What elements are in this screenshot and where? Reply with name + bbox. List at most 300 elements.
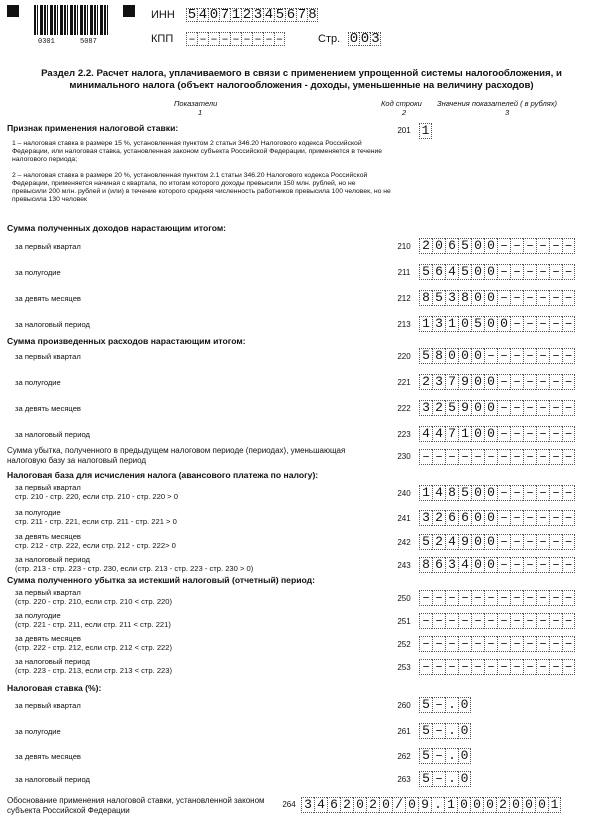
digit-cell: 0 bbox=[405, 797, 418, 813]
digit-cell: – bbox=[536, 400, 549, 416]
digit-cell: . bbox=[431, 797, 444, 813]
digit-cell: 1 bbox=[548, 797, 561, 813]
digit-cell: 0 bbox=[471, 290, 484, 306]
line-code: 242 bbox=[397, 538, 411, 547]
column-number-2: 2 bbox=[402, 108, 407, 117]
digit-cell: – bbox=[536, 613, 549, 629]
digit-cell: – bbox=[536, 264, 549, 280]
line-code: 210 bbox=[397, 242, 411, 251]
row-formula: стр. 212 - стр. 222, если стр. 212 - стр. 222> 0 bbox=[15, 541, 176, 550]
row-label-text: за девять месяцев bbox=[15, 294, 81, 303]
digit-cell: – bbox=[497, 290, 510, 306]
tax-rate-sign-label: Признак применения налоговой ставки: bbox=[7, 123, 179, 133]
row-label-text: за первый квартал bbox=[15, 483, 81, 492]
digit-cell: 3 bbox=[432, 316, 445, 332]
digit-cell: – bbox=[497, 659, 510, 675]
page-header bbox=[0, 0, 601, 62]
digit-cell: – bbox=[458, 590, 471, 606]
digit-cell: 8 bbox=[419, 557, 432, 573]
digit-cell: – bbox=[523, 348, 536, 364]
row-label bbox=[15, 483, 178, 501]
line-code: 223 bbox=[397, 430, 411, 439]
row-label-text: за первый квартал bbox=[15, 242, 81, 251]
digit-cell: – bbox=[432, 613, 445, 629]
digit-cell: – bbox=[471, 449, 484, 465]
line-code: 263 bbox=[397, 775, 411, 784]
digit-cell: – bbox=[562, 374, 575, 390]
digit-cell: 5 bbox=[445, 400, 458, 416]
digit-cell: 0 bbox=[209, 7, 219, 23]
digit-cell: 9 bbox=[458, 400, 471, 416]
digit-cell: 0 bbox=[484, 510, 497, 526]
value-field[interactable] bbox=[419, 557, 575, 573]
digit-cell: – bbox=[523, 510, 536, 526]
row-label bbox=[15, 555, 253, 573]
digit-cell: – bbox=[510, 374, 523, 390]
digit-cell: 1 bbox=[419, 485, 432, 501]
digit-cell: 9 bbox=[458, 374, 471, 390]
value-field[interactable] bbox=[419, 659, 575, 675]
digit-cell: 1 bbox=[444, 797, 457, 813]
digit-cell: 3 bbox=[445, 557, 458, 573]
value-field[interactable] bbox=[419, 426, 575, 442]
line-code: 264 bbox=[282, 800, 296, 809]
digit-cell: 1 bbox=[419, 316, 432, 332]
prior-loss-field[interactable] bbox=[419, 449, 575, 465]
digit-cell: – bbox=[510, 449, 523, 465]
row-label bbox=[15, 508, 177, 526]
row-label-text: за полугодие bbox=[15, 727, 61, 736]
row-label-text: за полугодие bbox=[15, 268, 61, 277]
digit-cell: – bbox=[497, 374, 510, 390]
digit-cell: – bbox=[432, 697, 445, 713]
digit-cell: – bbox=[510, 426, 523, 442]
line-code: 201 bbox=[397, 126, 411, 135]
digit-cell: 5 bbox=[419, 534, 432, 550]
barcode bbox=[34, 5, 108, 35]
line-code: 253 bbox=[397, 663, 411, 672]
digit-cell: – bbox=[562, 534, 575, 550]
digit-cell: . bbox=[445, 723, 458, 739]
digit-cell: 1 bbox=[419, 123, 432, 139]
row-label-text: за первый квартал bbox=[15, 588, 81, 597]
justification-field[interactable] bbox=[301, 797, 561, 813]
row-label bbox=[15, 404, 81, 413]
digit-cell: – bbox=[562, 485, 575, 501]
inn-field[interactable] bbox=[186, 8, 318, 22]
digit-cell: – bbox=[562, 557, 575, 573]
digit-cell: – bbox=[562, 636, 575, 652]
digit-cell: 4 bbox=[432, 485, 445, 501]
digit-cell: 5 bbox=[419, 697, 432, 713]
digit-cell: 2 bbox=[432, 510, 445, 526]
digit-cell: – bbox=[510, 659, 523, 675]
digit-cell: – bbox=[497, 590, 510, 606]
digit-cell: . bbox=[445, 697, 458, 713]
digit-cell: 8 bbox=[432, 348, 445, 364]
digit-cell: – bbox=[536, 426, 549, 442]
line-code: 241 bbox=[397, 514, 411, 523]
digit-cell: 8 bbox=[458, 290, 471, 306]
digit-cell: – bbox=[549, 557, 562, 573]
digit-cell: 1 bbox=[445, 316, 458, 332]
digit-cell: – bbox=[484, 636, 497, 652]
digit-cell: 2 bbox=[496, 797, 509, 813]
row-formula: (стр. 223 - стр. 213, если стр. 213 < стр. 223) bbox=[15, 666, 173, 675]
digit-cell: – bbox=[562, 400, 575, 416]
digit-cell: – bbox=[549, 636, 562, 652]
digit-cell: 4 bbox=[198, 7, 208, 23]
digit-cell: – bbox=[484, 613, 497, 629]
digit-cell: – bbox=[523, 400, 536, 416]
value-field[interactable] bbox=[419, 748, 471, 764]
digit-cell: – bbox=[445, 613, 458, 629]
digit-cell: 5 bbox=[187, 7, 197, 23]
digit-cell: 5 bbox=[419, 264, 432, 280]
row-label-text: за налоговый период bbox=[15, 320, 90, 329]
digit-cell: 0 bbox=[360, 31, 370, 47]
row-label-text: за первый квартал bbox=[15, 701, 81, 710]
digit-cell: – bbox=[562, 613, 575, 629]
digit-cell: – bbox=[536, 590, 549, 606]
value-field[interactable] bbox=[419, 771, 471, 787]
digit-cell: – bbox=[497, 485, 510, 501]
value-field[interactable] bbox=[419, 485, 575, 501]
value-field[interactable] bbox=[419, 348, 575, 364]
column-number-1: 1 bbox=[198, 108, 203, 117]
digit-cell: – bbox=[549, 374, 562, 390]
digit-cell: 7 bbox=[445, 374, 458, 390]
corner-marker-left bbox=[7, 5, 19, 17]
digit-cell: 4 bbox=[314, 797, 327, 813]
digit-cell: 0 bbox=[497, 316, 510, 332]
digit-cell: 0 bbox=[458, 697, 471, 713]
value-field[interactable] bbox=[419, 400, 575, 416]
column-number-3: 3 bbox=[505, 108, 510, 117]
digit-cell: – bbox=[510, 590, 523, 606]
value-field[interactable] bbox=[419, 290, 575, 306]
line-code: 220 bbox=[397, 352, 411, 361]
value-field[interactable] bbox=[419, 636, 575, 652]
digit-cell: – bbox=[536, 636, 549, 652]
line-code: 243 bbox=[397, 561, 411, 570]
digit-cell: 0 bbox=[458, 771, 471, 787]
digit-cell: – bbox=[275, 32, 284, 46]
digit-cell: – bbox=[510, 534, 523, 550]
digit-cell: 1 bbox=[458, 426, 471, 442]
digit-cell: – bbox=[445, 449, 458, 465]
digit-cell: – bbox=[510, 348, 523, 364]
digit-cell: – bbox=[562, 426, 575, 442]
digit-cell: – bbox=[432, 636, 445, 652]
inn-label: ИНН bbox=[151, 9, 175, 21]
digit-cell: 0 bbox=[484, 400, 497, 416]
digit-cell: – bbox=[536, 534, 549, 550]
digit-cell: 0 bbox=[484, 557, 497, 573]
digit-cell: – bbox=[497, 534, 510, 550]
digit-cell: – bbox=[484, 659, 497, 675]
row-label bbox=[15, 727, 61, 736]
digit-cell: – bbox=[549, 510, 562, 526]
digit-cell: – bbox=[536, 238, 549, 254]
row-formula: (стр. 213 - стр. 223 - стр. 230, если стр. 213 - стр. 223 - стр. 230 > 0) bbox=[15, 564, 254, 573]
prior-loss-label: Сумма убытка, полученного в предыдущем налоговом периоде (периодах), уменьшающая налоговую базу за налоговый период bbox=[7, 446, 346, 465]
row-label-text: за первый квартал bbox=[15, 352, 81, 361]
digit-cell: 7 bbox=[220, 7, 230, 23]
digit-cell: 3 bbox=[432, 374, 445, 390]
digit-cell: 3 bbox=[371, 31, 380, 47]
rate-section-label: Налоговая ставка (%): bbox=[7, 683, 102, 693]
digit-cell: 6 bbox=[445, 238, 458, 254]
digit-cell: – bbox=[230, 32, 241, 46]
digit-cell: – bbox=[549, 238, 562, 254]
digit-cell: 0 bbox=[484, 290, 497, 306]
digit-cell: – bbox=[497, 264, 510, 280]
digit-cell: 2 bbox=[340, 797, 353, 813]
line-code: 260 bbox=[397, 701, 411, 710]
value-field[interactable] bbox=[419, 264, 575, 280]
row-label-text: за девять месяцев bbox=[15, 532, 81, 541]
digit-cell: 0 bbox=[509, 797, 522, 813]
digit-cell: – bbox=[510, 613, 523, 629]
digit-cell: – bbox=[445, 590, 458, 606]
row-label bbox=[15, 294, 81, 303]
digit-cell: – bbox=[471, 659, 484, 675]
digit-cell: – bbox=[445, 636, 458, 652]
digit-cell: 5 bbox=[419, 723, 432, 739]
digit-cell: 0 bbox=[353, 797, 366, 813]
expenses-section-label: Сумма произведенных расходов нарастающим итогом: bbox=[7, 336, 246, 346]
digit-cell: 0 bbox=[349, 31, 359, 47]
row-label bbox=[15, 352, 81, 361]
row-label-text: за девять месяцев bbox=[15, 634, 81, 643]
digit-cell: / bbox=[392, 797, 405, 813]
digit-cell: 0 bbox=[458, 723, 471, 739]
digit-cell: 7 bbox=[297, 7, 307, 23]
tax-base-section-label: Налоговая база для исчисления налога (авансового платежа по налогу): bbox=[7, 470, 319, 480]
digit-cell: – bbox=[458, 659, 471, 675]
digit-cell: 2 bbox=[432, 400, 445, 416]
value-field[interactable] bbox=[419, 590, 575, 606]
digit-cell: 5 bbox=[458, 264, 471, 280]
row-label-text: за налоговый период bbox=[15, 430, 90, 439]
digit-cell: – bbox=[510, 316, 523, 332]
row-label bbox=[15, 701, 81, 710]
digit-cell: – bbox=[432, 590, 445, 606]
digit-cell: – bbox=[484, 449, 497, 465]
digit-cell: – bbox=[471, 590, 484, 606]
digit-cell: 4 bbox=[264, 7, 274, 23]
digit-cell: 0 bbox=[484, 534, 497, 550]
line-code: 240 bbox=[397, 489, 411, 498]
corner-marker-right bbox=[123, 5, 135, 17]
tax-rate-note-1: 1 – налоговая ставка в размере 15 %, установленная пунктом 2 статьи 346.20 Налогового кодекса Российской Федерации, или налоговая ставка, установленная законом субъекта Российской Федерации, применяется в течение налогового периода; bbox=[12, 140, 383, 163]
digit-cell: – bbox=[497, 510, 510, 526]
value-field[interactable] bbox=[419, 613, 575, 629]
digit-cell: – bbox=[523, 534, 536, 550]
loss-section-label: Сумма полученного убытка за истекший налоговый (отчетный) период: bbox=[7, 575, 315, 585]
digit-cell: – bbox=[549, 485, 562, 501]
page-number-label: Стр. bbox=[318, 33, 341, 45]
digit-cell: – bbox=[497, 426, 510, 442]
digit-cell: – bbox=[471, 613, 484, 629]
value-field[interactable] bbox=[419, 510, 575, 526]
digit-cell: – bbox=[510, 636, 523, 652]
row-label bbox=[15, 611, 171, 629]
digit-cell: – bbox=[419, 590, 432, 606]
digit-cell: 9 bbox=[418, 797, 431, 813]
row-formula: стр. 210 - стр. 220, если стр. 210 - стр. 220 > 0 bbox=[15, 492, 178, 501]
digit-cell: – bbox=[484, 590, 497, 606]
value-field[interactable] bbox=[419, 723, 471, 739]
value-field[interactable] bbox=[419, 316, 575, 332]
digit-cell: – bbox=[549, 534, 562, 550]
row-label bbox=[15, 752, 81, 761]
digit-cell: 6 bbox=[432, 557, 445, 573]
column-header-values: Значения показателей ( в рублях) bbox=[437, 99, 558, 108]
digit-cell: 0 bbox=[484, 426, 497, 442]
row-label bbox=[15, 242, 81, 251]
row-formula: (стр. 220 - стр. 210, если стр. 210 < стр. 220) bbox=[15, 597, 173, 606]
digit-cell: – bbox=[523, 449, 536, 465]
digit-cell: – bbox=[510, 510, 523, 526]
digit-cell: – bbox=[484, 348, 497, 364]
digit-cell: – bbox=[562, 316, 575, 332]
digit-cell: – bbox=[208, 32, 219, 46]
digit-cell: 6 bbox=[458, 510, 471, 526]
digit-cell: – bbox=[458, 613, 471, 629]
tax-rate-sign-field[interactable] bbox=[419, 123, 432, 137]
digit-cell: 0 bbox=[458, 348, 471, 364]
digit-cell: – bbox=[432, 748, 445, 764]
digit-cell: 2 bbox=[366, 797, 379, 813]
digit-cell: 3 bbox=[301, 797, 314, 813]
digit-cell: – bbox=[458, 449, 471, 465]
digit-cell: – bbox=[523, 238, 536, 254]
digit-cell: – bbox=[432, 771, 445, 787]
income-section-label: Сумма полученных доходов нарастающим итогом: bbox=[7, 223, 227, 233]
digit-cell: – bbox=[497, 348, 510, 364]
value-field[interactable] bbox=[419, 238, 575, 254]
digit-cell: 5 bbox=[419, 348, 432, 364]
digit-cell: 0 bbox=[471, 264, 484, 280]
digit-cell: – bbox=[523, 264, 536, 280]
line-code: 262 bbox=[397, 752, 411, 761]
row-formula: (стр. 221 - стр. 211, если стр. 211 < стр. 221) bbox=[15, 620, 171, 629]
digit-cell: 6 bbox=[327, 797, 340, 813]
digit-cell: – bbox=[536, 510, 549, 526]
digit-cell: – bbox=[549, 400, 562, 416]
digit-cell: 0 bbox=[471, 557, 484, 573]
digit-cell: 6 bbox=[445, 510, 458, 526]
digit-cell: 8 bbox=[419, 290, 432, 306]
line-code: 221 bbox=[397, 378, 411, 387]
digit-cell: 5 bbox=[432, 290, 445, 306]
digit-cell: 3 bbox=[419, 510, 432, 526]
value-field[interactable] bbox=[419, 697, 471, 713]
line-code: 250 bbox=[397, 594, 411, 603]
digit-cell: – bbox=[497, 636, 510, 652]
digit-cell: 5 bbox=[419, 771, 432, 787]
value-field[interactable] bbox=[419, 534, 575, 550]
digit-cell: – bbox=[562, 348, 575, 364]
digit-cell: 0 bbox=[471, 400, 484, 416]
digit-cell: – bbox=[497, 238, 510, 254]
section-title: Раздел 2.2. Расчет налога, уплачиваемого в связи с применением упрощенной системы налогообложения, и минимального налога (объект налогообложения - доходы, уменьшенные на величину расходов) bbox=[41, 68, 562, 91]
digit-cell: – bbox=[549, 264, 562, 280]
digit-cell: – bbox=[562, 449, 575, 465]
digit-cell: – bbox=[197, 32, 208, 46]
digit-cell: – bbox=[458, 636, 471, 652]
page-number-field[interactable] bbox=[348, 32, 381, 46]
digit-cell: – bbox=[562, 590, 575, 606]
digit-cell: 0 bbox=[484, 316, 497, 332]
digit-cell: 0 bbox=[484, 374, 497, 390]
digit-cell: – bbox=[536, 659, 549, 675]
digit-cell: – bbox=[445, 659, 458, 675]
row-label bbox=[15, 430, 90, 439]
digit-cell: – bbox=[536, 316, 549, 332]
digit-cell: 4 bbox=[445, 264, 458, 280]
digit-cell: 2 bbox=[432, 534, 445, 550]
kpp-field[interactable] bbox=[186, 32, 285, 46]
digit-cell: 8 bbox=[445, 485, 458, 501]
digit-cell: – bbox=[432, 449, 445, 465]
row-label bbox=[15, 320, 90, 329]
digit-cell: 0 bbox=[522, 797, 535, 813]
row-formula: (стр. 222 - стр. 212, если стр. 212 < стр. 222) bbox=[15, 643, 173, 652]
digit-cell: – bbox=[523, 374, 536, 390]
digit-cell: – bbox=[419, 449, 432, 465]
digit-cell: 5 bbox=[275, 7, 285, 23]
digit-cell: – bbox=[241, 32, 252, 46]
digit-cell: – bbox=[419, 636, 432, 652]
digit-cell: 4 bbox=[458, 557, 471, 573]
digit-cell: 4 bbox=[445, 534, 458, 550]
row-label-text: за налоговый период bbox=[15, 657, 90, 666]
digit-cell: – bbox=[549, 348, 562, 364]
line-code: 230 bbox=[397, 452, 411, 461]
barcode-number-left: 0301 bbox=[38, 38, 55, 46]
digit-cell: – bbox=[562, 238, 575, 254]
digit-cell: 0 bbox=[457, 797, 470, 813]
digit-cell: 0 bbox=[445, 348, 458, 364]
digit-cell: – bbox=[252, 32, 263, 46]
kpp-label: КПП bbox=[151, 33, 174, 45]
barcode-number-right: 5087 bbox=[80, 38, 97, 46]
digit-cell: 0 bbox=[432, 238, 445, 254]
column-header-indicators: Показатели bbox=[174, 99, 218, 108]
digit-cell: – bbox=[510, 485, 523, 501]
digit-cell: – bbox=[497, 613, 510, 629]
digit-cell: – bbox=[523, 557, 536, 573]
digit-cell: – bbox=[549, 613, 562, 629]
digit-cell: 8 bbox=[308, 7, 317, 23]
row-label bbox=[15, 532, 176, 550]
digit-cell: 4 bbox=[432, 426, 445, 442]
row-label-text: за девять месяцев bbox=[15, 404, 81, 413]
digit-cell: . bbox=[445, 748, 458, 764]
value-field[interactable] bbox=[419, 374, 575, 390]
digit-cell: 2 bbox=[419, 374, 432, 390]
digit-cell: 0 bbox=[471, 485, 484, 501]
digit-cell: 6 bbox=[432, 264, 445, 280]
row-label bbox=[15, 588, 172, 606]
digit-cell: 3 bbox=[445, 290, 458, 306]
digit-cell: 0 bbox=[471, 534, 484, 550]
digit-cell: – bbox=[549, 426, 562, 442]
digit-cell: – bbox=[536, 449, 549, 465]
